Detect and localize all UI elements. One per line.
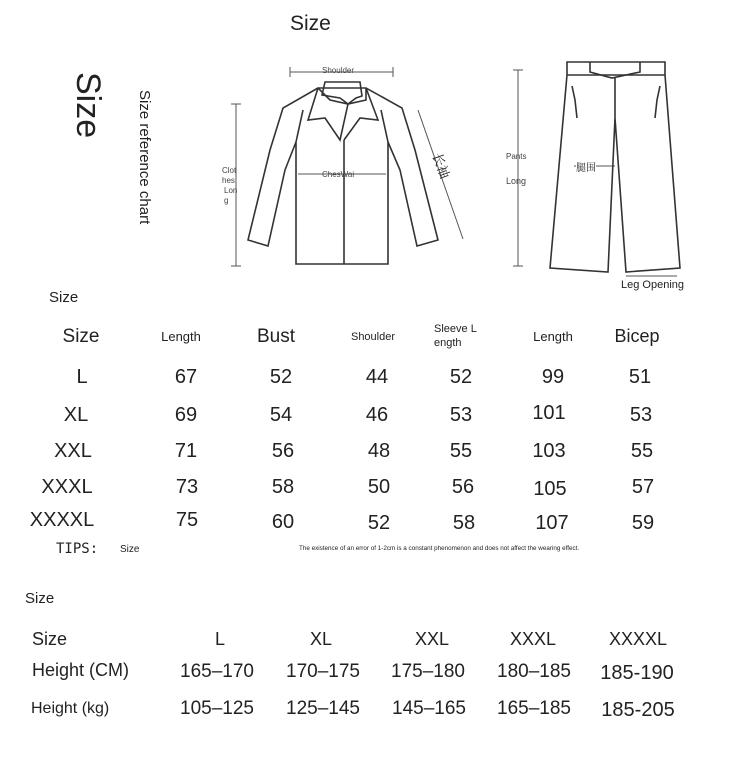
table2-row-label: Height (kg): [31, 700, 110, 717]
table-cell: 52: [367, 512, 391, 534]
table-cell: 165–185: [497, 698, 571, 719]
table-cell: 165–170: [180, 661, 254, 682]
page-title: Size: [290, 12, 331, 35]
thigh-label: 腿围: [576, 159, 596, 174]
shoulder-label: Shoulder: [322, 66, 355, 75]
table-cell: 107: [535, 512, 569, 534]
table2-header-l: L: [214, 629, 226, 649]
table-cell: 185-205: [601, 699, 675, 721]
table-cell: 185-190: [600, 662, 674, 684]
table2-header-xxxxl: XXXXL: [608, 629, 668, 649]
table-cell: 44: [365, 366, 389, 388]
table-cell: 58: [271, 476, 295, 498]
table-cell: 52: [449, 366, 473, 388]
leg-opening-label: Leg Opening: [621, 279, 684, 291]
table2-header-xxxl: XXXL: [509, 629, 557, 649]
table-cell: 51: [628, 366, 652, 388]
tips-label: TIPS:: [56, 541, 99, 557]
table-cell: 180–185: [497, 661, 571, 682]
table-cell: 52: [269, 366, 293, 388]
vertical-subtitle: Size reference chart: [136, 90, 153, 225]
table-cell: 59: [631, 512, 655, 534]
table-cell: 46: [365, 404, 389, 426]
table2-row-label: Height (CM): [32, 660, 130, 680]
table1-header-sleeve-1: Sleeve L: [434, 323, 477, 335]
table-cell: 170–175: [286, 661, 360, 682]
table2-header-xxl: XXL: [414, 629, 450, 649]
table-cell: 60: [271, 511, 295, 533]
pants-long-label-2: Long: [506, 176, 527, 186]
table-cell: 67: [174, 366, 198, 388]
table-cell: XXXL: [41, 476, 93, 498]
table-cell: 103: [532, 440, 566, 462]
table-cell: 175–180: [391, 661, 465, 682]
table-cell: 99: [541, 366, 565, 388]
clothes-long-label-1: Clot: [222, 166, 237, 175]
table-cell: 55: [630, 440, 654, 462]
tips-size: Size: [120, 544, 140, 555]
table-cell: 54: [269, 404, 293, 426]
table1-header-shoulder: Shoulder: [350, 331, 396, 343]
table-cell: XXXXL: [29, 509, 95, 531]
table1-header-pants-length: Length: [533, 329, 573, 344]
clothes-long-label-3: Lon: [224, 186, 238, 195]
table1-header-bicep: Bicep: [614, 326, 660, 346]
table-cell: XXL: [54, 440, 92, 462]
vertical-title: Size: [69, 72, 107, 139]
table-cell: 101: [532, 402, 566, 424]
table1-header-sleeve-2: ength: [434, 337, 462, 349]
pants-drawing: [550, 62, 680, 272]
table-cell: 48: [367, 440, 391, 462]
table-cell: 57: [631, 476, 655, 498]
table2-header-size: Size: [32, 629, 68, 649]
table-cell: 71: [174, 440, 198, 462]
table-cell: 56: [271, 440, 295, 462]
table1-header-bust: Bust: [256, 326, 296, 347]
table1-section-label: Size: [49, 289, 79, 306]
sleeve-label: 长袖: [429, 151, 453, 181]
table-cell: 50: [367, 476, 391, 498]
table1-header-length: Length: [161, 329, 201, 344]
chest-label: ChesWai: [322, 170, 355, 179]
table-cell: 56: [451, 476, 475, 498]
table-cell: 125–145: [286, 698, 360, 719]
clothes-long-label-2: hes: [222, 176, 235, 185]
table-cell: 73: [175, 476, 199, 498]
table2-section-label: Size: [25, 590, 55, 607]
table2-header-xl: XL: [309, 629, 333, 649]
table-cell: 75: [175, 509, 199, 531]
tips-note: The existence of an error of 1-2cm is a constant phenomenon and does not affect the wearing effect.: [299, 545, 580, 552]
table-cell: 145–165: [392, 698, 466, 719]
table-cell: 105: [533, 478, 567, 500]
table-cell: 69: [174, 404, 198, 426]
table-cell: 105–125: [180, 698, 254, 719]
table1-header-size: Size: [62, 326, 100, 347]
clothes-long-label-4: g: [224, 196, 229, 205]
table-cell: 53: [629, 404, 653, 426]
table-cell: 58: [452, 512, 476, 534]
garment-diagram: [0, 0, 750, 300]
pants-long-label-1: Pants: [506, 152, 527, 161]
table-cell: 55: [449, 440, 473, 462]
table-cell: L: [76, 366, 88, 388]
table-cell: 53: [449, 404, 473, 426]
table-cell: XL: [63, 404, 89, 426]
